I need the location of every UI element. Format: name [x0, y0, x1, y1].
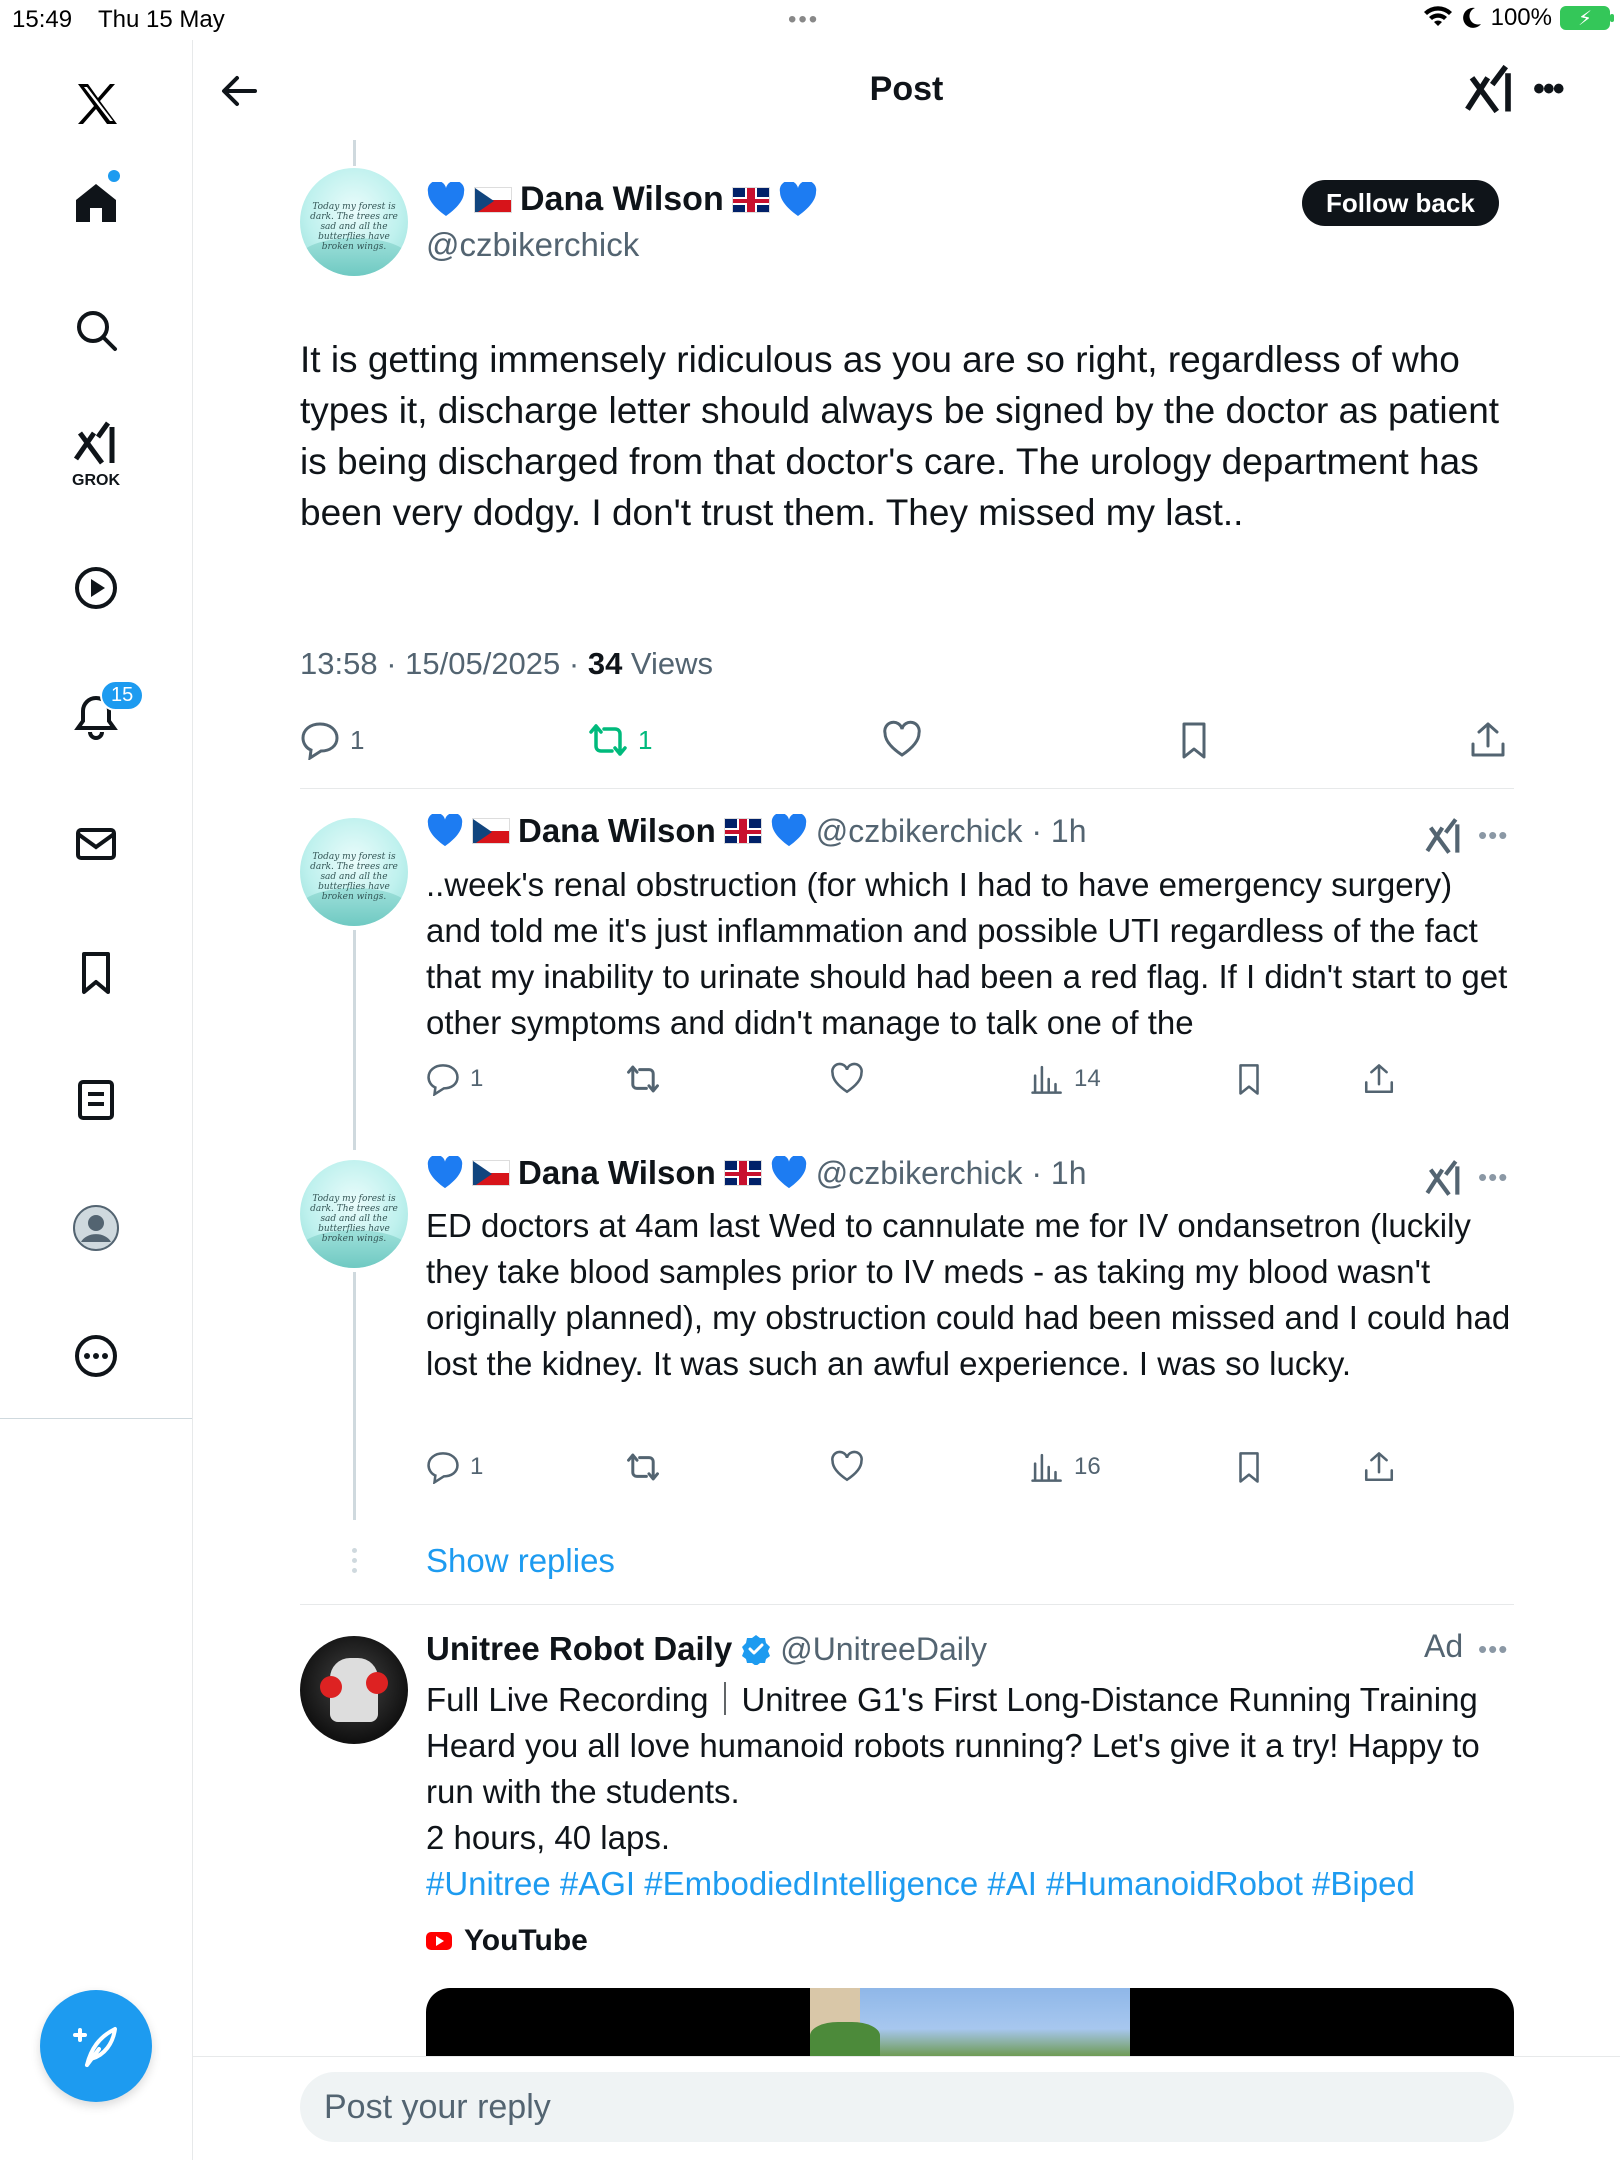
like-heart-icon	[830, 1450, 864, 1484]
like-button[interactable]	[830, 1450, 864, 1484]
notifications-bell-icon[interactable]	[56, 676, 136, 756]
reply-count: 1	[470, 1065, 484, 1092]
reply-count: 1	[350, 724, 365, 755]
ad-line-3: 2 hours, 40 laps.	[426, 1819, 670, 1856]
reply-button[interactable]	[426, 1062, 483, 1096]
avatar[interactable]	[300, 1160, 408, 1268]
main-author-row[interactable]	[426, 180, 818, 219]
thread-line	[353, 140, 356, 166]
status-time: 15:49	[12, 6, 73, 33]
reply-author-row[interactable]	[426, 1154, 1087, 1192]
compose-feather-icon	[69, 2019, 123, 2073]
bookmark-button[interactable]	[1174, 720, 1214, 760]
battery-icon: ⚡	[1560, 6, 1610, 30]
like-heart-icon	[882, 720, 922, 760]
search-icon[interactable]	[56, 290, 136, 370]
views-count: 34	[587, 646, 623, 681]
more-options-icon[interactable]: •••	[1478, 1162, 1509, 1192]
x-logo-icon[interactable]	[56, 64, 136, 144]
youtube-icon	[426, 1932, 452, 1950]
grok-icon[interactable]	[56, 410, 136, 490]
share-button[interactable]	[1468, 720, 1508, 760]
more-options-icon[interactable]: •••	[1533, 70, 1563, 108]
czech-flag-icon	[472, 818, 510, 844]
czech-flag-icon	[472, 1160, 510, 1186]
author-name: Dana Wilson	[518, 812, 716, 849]
status-bar	[0, 0, 1620, 40]
bookmark-icon	[1232, 1450, 1266, 1484]
ad-author-name: Unitree Robot Daily	[426, 1630, 733, 1667]
author-name: Dana Wilson	[518, 1154, 716, 1191]
video-play-icon[interactable]	[56, 548, 136, 628]
repost-button[interactable]	[588, 720, 652, 760]
uk-flag-icon	[724, 818, 762, 844]
ad-text	[426, 1677, 1526, 1907]
reply-text: ..week's renal obstruction (for which I had to have emergency surgery) and told me it's just inflammation and possible UTI regardless of the fact that my inability to urinate should had been a red flag. If I didn't start to get other symptoms and didn't manage to talk one of the	[426, 866, 1508, 1041]
compose-post-button[interactable]	[40, 1990, 152, 2102]
home-icon[interactable]	[56, 162, 136, 242]
bookmark-icon	[1174, 720, 1214, 760]
show-replies-link[interactable]: Show replies	[426, 1542, 615, 1579]
sidebar-border	[192, 40, 193, 2160]
messages-envelope-icon[interactable]	[56, 804, 136, 884]
reply-actions	[426, 1450, 1516, 1490]
reply-count: 1	[470, 1453, 484, 1480]
views-count: 16	[1074, 1453, 1101, 1480]
share-icon	[1468, 720, 1508, 760]
moon-icon	[1461, 6, 1483, 30]
reply-bubble-icon	[426, 1450, 460, 1484]
avatar[interactable]	[300, 818, 408, 926]
ad-author-handle: @UnitreeDaily	[780, 1630, 987, 1667]
back-arrow-icon[interactable]	[215, 66, 265, 116]
more-options-icon[interactable]: •••	[1478, 820, 1509, 850]
post-text: It is getting immensely ridiculous as you are so right, regardless of who types it, discharge letter should always be signed by the doctor as patient is being discharged from that doctor's care. The urology department has been very dodgy. I don't trust them. They missed my last..	[300, 339, 1500, 533]
author-name: Dana Wilson	[520, 180, 724, 218]
like-heart-icon	[830, 1062, 864, 1096]
verified-badge-icon	[740, 1633, 772, 1665]
share-button[interactable]	[1362, 1062, 1396, 1096]
sidebar-divider	[0, 1418, 192, 1419]
views-label: Views	[622, 646, 714, 681]
reply-input[interactable]	[300, 2072, 1514, 2142]
divider	[300, 1604, 1514, 1605]
avatar-text: Today my forest is dark. The trees are sad and all the butterflies have broken wings.	[310, 202, 398, 252]
ad-avatar[interactable]	[300, 1636, 408, 1744]
post-header	[193, 40, 1620, 140]
blue-heart-icon	[426, 182, 466, 218]
reply-bubble-icon	[300, 720, 340, 760]
views-button[interactable]	[1030, 1450, 1101, 1484]
reply-bubble-icon	[426, 1062, 460, 1096]
ad-author-row[interactable]	[426, 1630, 987, 1668]
repost-icon	[626, 1450, 660, 1484]
profile-avatar-icon[interactable]	[56, 1188, 136, 1268]
thread-line	[353, 930, 356, 1150]
repost-button[interactable]	[626, 1450, 660, 1484]
sidebar	[0, 40, 192, 1420]
repost-icon	[588, 720, 628, 760]
share-button[interactable]	[1362, 1450, 1396, 1484]
avatar[interactable]	[300, 168, 408, 276]
status-right	[1423, 4, 1610, 32]
grok-explain-icon[interactable]	[1424, 816, 1464, 856]
notifications-badge: 15	[100, 680, 144, 711]
repost-button[interactable]	[626, 1062, 660, 1096]
thread-line	[353, 1272, 356, 1520]
analytics-bars-icon	[1030, 1062, 1064, 1096]
avatar-text: Today my forest is dark. The trees are sad and all the butterflies have broken wings.	[310, 852, 398, 902]
lists-icon[interactable]	[56, 1060, 136, 1140]
blue-heart-icon	[770, 814, 808, 848]
views-button[interactable]	[1030, 1062, 1101, 1096]
more-options-circle-icon[interactable]	[56, 1316, 136, 1396]
bookmark-button[interactable]	[1232, 1450, 1266, 1484]
like-button[interactable]	[830, 1062, 864, 1096]
status-date: Thu 15 May	[98, 6, 225, 33]
czech-flag-icon	[474, 187, 512, 213]
blue-heart-icon	[778, 182, 818, 218]
views-count: 14	[1074, 1065, 1101, 1092]
ad-line-1: Full Live Recording｜Unitree G1's First Long-Distance Running Training	[426, 1681, 1478, 1718]
follow-back-button[interactable]: Follow back	[1302, 180, 1499, 226]
multitasking-dots-icon[interactable]: •••	[788, 6, 820, 33]
more-options-icon[interactable]: •••	[1478, 1634, 1509, 1664]
reply-author-row[interactable]	[426, 812, 1087, 850]
page-title: Post	[869, 70, 944, 108]
home-unread-dot	[108, 170, 120, 182]
post-meta	[300, 646, 713, 682]
bookmark-icon	[1232, 1062, 1266, 1096]
avatar-text: Today my forest is dark. The trees are sad and all the butterflies have broken wings.	[310, 1194, 398, 1244]
author-handle[interactable]: @czbikerchick	[426, 226, 640, 263]
youtube-label: YouTube	[464, 1924, 588, 1957]
blue-heart-icon	[770, 1156, 808, 1190]
repost-count: 1	[638, 724, 653, 755]
battery-percent: 100%	[1490, 4, 1552, 31]
reply-button[interactable]	[426, 1450, 483, 1484]
youtube-source[interactable]	[426, 1924, 588, 1958]
grok-explain-icon[interactable]	[1463, 62, 1517, 116]
ad-hashtags[interactable]: #Unitree #AGI #EmbodiedIntelligence #AI #HumanoidRobot #Biped	[426, 1865, 1415, 1902]
uk-flag-icon	[732, 187, 770, 213]
blue-heart-icon	[426, 814, 464, 848]
post-actions	[300, 716, 1510, 766]
reply-actions	[426, 1062, 1516, 1102]
ad-line-2: Heard you all love humanoid robots running? Let's give it a try! Happy to run with the students.	[426, 1727, 1480, 1810]
bookmark-button[interactable]	[1232, 1062, 1266, 1096]
share-icon	[1362, 1062, 1396, 1096]
wifi-icon	[1423, 6, 1453, 30]
grok-label: GROK	[72, 472, 120, 489]
reply-text: ED doctors at 4am last Wed to cannulate me for IV ondansetron (luckily they take blood samples prior to IV meds - as taking my blood wasn't originally planned), my obstruction could had been missed and I could had lost the kidney. It was such an awful experience. I was so lucky.	[426, 1207, 1511, 1382]
ad-label: Ad	[1424, 1628, 1464, 1664]
analytics-bars-icon	[1030, 1450, 1064, 1484]
author-handle: @czbikerchick · 1h	[815, 812, 1087, 849]
video-thumbnail[interactable]	[426, 1988, 1514, 2056]
post-timestamp: 13:58 · 15/05/2025 ·	[300, 646, 588, 681]
bookmarks-icon[interactable]	[56, 932, 136, 1012]
author-handle: @czbikerchick · 1h	[815, 1154, 1087, 1191]
repost-icon	[626, 1062, 660, 1096]
uk-flag-icon	[724, 1160, 762, 1186]
thread-dots	[349, 1548, 359, 1578]
like-button[interactable]	[882, 720, 922, 760]
blue-heart-icon	[426, 1156, 464, 1190]
share-icon	[1362, 1450, 1396, 1484]
reply-button[interactable]	[300, 720, 364, 760]
divider	[300, 788, 1514, 789]
grok-explain-icon[interactable]	[1424, 1158, 1464, 1198]
